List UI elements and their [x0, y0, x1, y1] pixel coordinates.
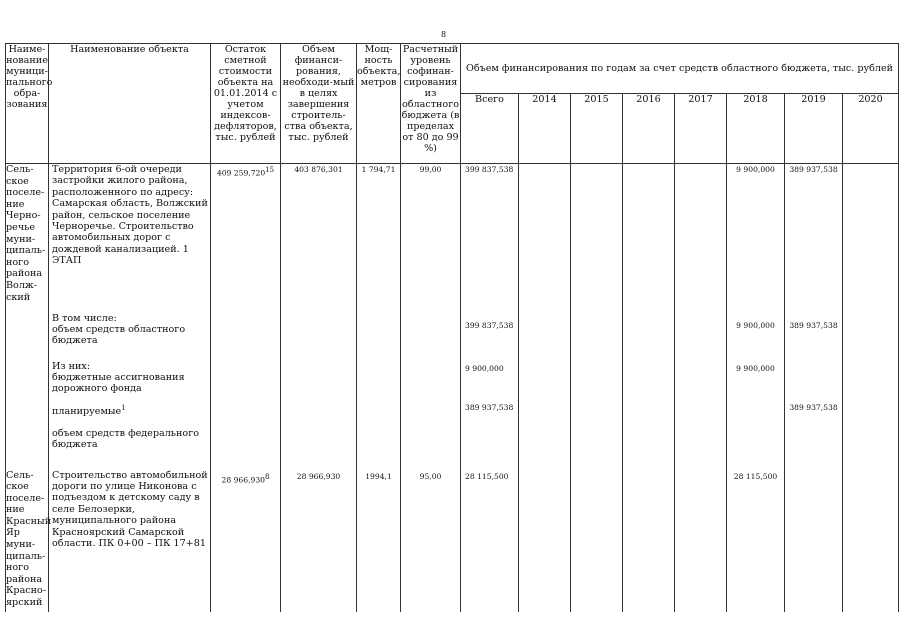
financing-table — [5, 43, 899, 612]
year-2019-value: 389 937,538 — [785, 309, 843, 357]
year-2019-value: 389 937,538 — [785, 164, 843, 309]
municipality-cell: Сель-ское поселе-ние Черно-речье муни-ципаль-ного района Волж-ский — [6, 164, 49, 462]
year-2018-value: 9 900,000 — [727, 357, 785, 399]
capacity-value: 1 794,71 — [357, 164, 401, 309]
year-2018-value: 28 115,500 — [727, 462, 785, 612]
financing-volume-value: 403 876,301 — [281, 164, 357, 309]
table-row — [6, 399, 899, 424]
table-row — [6, 462, 899, 612]
footnote-mark: 1 — [121, 403, 126, 412]
subrow-label: бюджетные ассигнования дорожного фонда — [52, 371, 185, 395]
subrow-label: объем средств областного бюджета — [52, 323, 186, 347]
header-object-name: Наименование объекта — [49, 44, 211, 164]
object-name-cell: Строительство автомобильной дороги по улице Никонова с подъездом к детскому саду в селе Белозерки, муниципального района Красноярский Самарской области. ПК 0+00 – ПК 17+81 — [49, 462, 211, 612]
header-total: Всего — [461, 94, 519, 164]
subrow-label: планируемые — [52, 405, 122, 417]
object-name-cell: Территория 6-ой очереди застройки жилого района, расположенного по адресу: Самарская область, Волжский район, сельское поселение Черноречье. Строительство автомобильных дорог с дождевой канализацией. 1 ЭТАП — [49, 164, 211, 309]
header-year: 2017 — [675, 94, 727, 164]
cofinancing-level-value: 95,00 — [401, 462, 461, 612]
footnote-mark: 8 — [265, 472, 270, 481]
year-2018-value: 9 900,000 — [727, 164, 785, 309]
total-value: 399 837,538 — [461, 164, 519, 309]
table-row — [6, 424, 899, 462]
header-year: 2016 — [623, 94, 675, 164]
header-financing-by-year: Объем финансирования по годам за счет средств областного бюджета, тыс. рублей — [461, 44, 899, 94]
total-value: 399 837,538 — [461, 309, 519, 357]
subrow-label: В том числе: — [52, 312, 117, 324]
subrow-label: объем средств федерального бюджета — [49, 424, 211, 462]
municipality-cell: Сель-ское поселе-ние Красный Яр муни-ципаль-ного района Красно-ярский — [6, 462, 49, 612]
footnote-mark: 15 — [265, 166, 275, 174]
year-2018-value: 9 900,000 — [727, 309, 785, 357]
header-financing-volume: Объем финанси-рования, необходи-мый в целях завершения строитель-ства объекта, тыс. рублей — [281, 44, 357, 164]
total-value: 9 900,000 — [461, 357, 519, 399]
header-cofinancing-level: Расчетный уровень софинан-сирования из областного бюджета (в пределах от 80 до 99 %) — [401, 44, 461, 164]
subrow-label: Из них: — [52, 360, 91, 372]
remaining-cost-value: 409 259,720 — [216, 168, 266, 178]
cofinancing-level-value: 99,00 — [401, 164, 461, 309]
remaining-cost-value: 28 966,930 — [221, 475, 265, 485]
capacity-value: 1994,1 — [357, 462, 401, 612]
page-number: 8 — [441, 30, 447, 39]
total-value: 28 115,500 — [461, 462, 519, 612]
table-row — [6, 164, 899, 309]
header-municipality: Наиме-нование муници-пального обра-зования — [6, 44, 49, 164]
total-value: 389 937,538 — [461, 399, 519, 424]
header-remaining-cost: Остаток сметной стоимости объекта на 01.01.2014 с учетом индексов-дефляторов, тыс. рублей — [211, 44, 281, 164]
header-year: 2014 — [519, 94, 571, 164]
year-2019-value: 389 937,538 — [785, 399, 843, 424]
header-year: 2019 — [785, 94, 843, 164]
header-year: 2018 — [727, 94, 785, 164]
header-year: 2015 — [571, 94, 623, 164]
financing-volume-value: 28 966,930 — [281, 462, 357, 612]
table-row — [6, 309, 899, 357]
table-row — [6, 357, 899, 399]
header-year: 2020 — [843, 94, 899, 164]
header-capacity: Мощ-ность объекта, метров — [357, 44, 401, 164]
